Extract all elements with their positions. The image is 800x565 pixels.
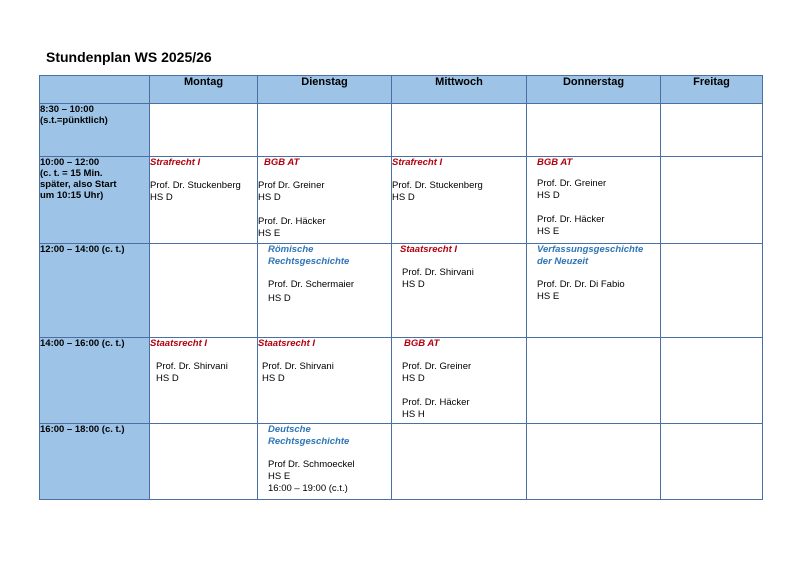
empty-cell <box>527 104 661 157</box>
time-slot-label <box>40 338 150 424</box>
room: HS E <box>258 228 281 239</box>
lecturer: Prof. Dr. Shirvani <box>262 361 334 372</box>
lecturer: Prof. Dr. Häcker <box>258 216 326 227</box>
course-name: Strafrecht I <box>150 157 201 168</box>
course-cell <box>392 157 527 244</box>
room: HS D <box>150 192 173 203</box>
empty-cell <box>661 244 763 338</box>
empty-cell <box>661 157 763 244</box>
time-line: 14:00 – 16:00 (c. t.) <box>40 338 125 349</box>
time-slot-row <box>40 338 763 424</box>
time-line: 8:30 – 10:00 <box>40 104 94 115</box>
lecturer: Prof Dr. Greiner <box>258 180 325 191</box>
course-name: BGB AT <box>537 157 573 168</box>
room: HS D <box>156 373 179 384</box>
room: HS D <box>258 192 281 203</box>
time-slot-row <box>40 104 763 157</box>
day-header-thursday: Donnerstag <box>527 76 661 104</box>
course-cell <box>527 244 661 338</box>
time-slot-row <box>40 244 763 338</box>
time-slot-label <box>40 104 150 157</box>
empty-cell <box>661 338 763 424</box>
room: HS H <box>402 409 425 420</box>
time-slot-label <box>40 157 150 244</box>
course-cell <box>258 424 392 500</box>
empty-cell <box>661 104 763 157</box>
lecturer: Prof. Dr. Dr. Di Fabio <box>537 279 625 290</box>
lecturer: Prof. Dr. Schermaier <box>268 279 355 290</box>
empty-cell <box>527 338 661 424</box>
course-name: Staatsrecht I <box>400 244 458 255</box>
time-slot-label <box>40 424 150 500</box>
course-name: BGB AT <box>264 157 300 168</box>
room: HS D <box>402 279 425 290</box>
room: HS E <box>268 471 291 482</box>
course-cell <box>392 244 527 338</box>
time-line: 12:00 – 14:00 (c. t.) <box>40 244 125 255</box>
lecturer: Prof. Dr. Stuckenberg <box>150 180 241 191</box>
time-slot-row <box>40 424 763 500</box>
empty-cell <box>150 424 258 500</box>
time-slot-label <box>40 244 150 338</box>
empty-cell <box>392 424 527 500</box>
course-cell <box>150 338 258 424</box>
empty-cell <box>150 244 258 338</box>
day-header-wednesday: Mittwoch <box>392 76 527 104</box>
course-cell <box>258 244 392 338</box>
course-cell <box>150 157 258 244</box>
room: HS D <box>268 293 291 304</box>
day-header-monday: Montag <box>150 76 258 104</box>
lecturer: Prof. Dr. Greiner <box>402 361 472 372</box>
time-line: (c. t. = 15 Min. <box>40 168 103 179</box>
lecturer: Prof. Dr. Greiner <box>537 178 607 189</box>
course-name: Verfassungsgeschichte der Neuzeit <box>537 244 644 267</box>
course-cell <box>258 157 392 244</box>
room: HS D <box>262 373 285 384</box>
time-line: um 10:15 Uhr) <box>40 190 104 201</box>
time-slot-row <box>40 157 763 244</box>
room: HS E <box>537 226 560 237</box>
time-line: (s.t.=pünktlich) <box>40 115 108 126</box>
time-line: später, also Start <box>40 179 117 190</box>
lecturer: Prof. Dr. Stuckenberg <box>392 180 483 191</box>
room: HS D <box>402 373 425 384</box>
course-name: BGB AT <box>404 338 440 349</box>
timetable <box>39 75 763 500</box>
course-cell <box>392 338 527 424</box>
lecturer: Prof. Dr. Shirvani <box>156 361 228 372</box>
course-name: Staatsrecht I <box>150 338 208 349</box>
course-name: Strafrecht I <box>392 157 443 168</box>
empty-cell <box>392 104 527 157</box>
day-header-friday: Freitag <box>661 76 763 104</box>
empty-cell <box>661 424 763 500</box>
course-name: Deutsche Rechtsgeschichte <box>268 424 350 447</box>
course-cell <box>527 157 661 244</box>
room: HS D <box>392 192 415 203</box>
day-header-tuesday: Dienstag <box>258 76 392 104</box>
room: HS D <box>537 190 560 201</box>
room: HS E <box>537 291 560 302</box>
lecturer: Prof. Dr. Häcker <box>537 214 605 225</box>
time-line: 16:00 – 18:00 (c. t.) <box>40 424 125 435</box>
course-cell <box>258 338 392 424</box>
course-time-note: 16:00 – 19:00 (c.t.) <box>268 483 348 494</box>
course-name: Römische Rechtsgeschichte <box>268 244 350 267</box>
empty-cell <box>258 104 392 157</box>
lecturer: Prof Dr. Schmoeckel <box>268 459 355 470</box>
course-name: Staatsrecht I <box>258 338 316 349</box>
header-row <box>40 76 763 104</box>
lecturer: Prof. Dr. Shirvani <box>402 267 474 278</box>
header-corner-cell <box>40 76 150 104</box>
empty-cell <box>150 104 258 157</box>
page-title: Stundenplan WS 2025/26 <box>46 49 212 65</box>
lecturer: Prof. Dr. Häcker <box>402 397 470 408</box>
time-line: 10:00 – 12:00 <box>40 157 100 168</box>
empty-cell <box>527 424 661 500</box>
